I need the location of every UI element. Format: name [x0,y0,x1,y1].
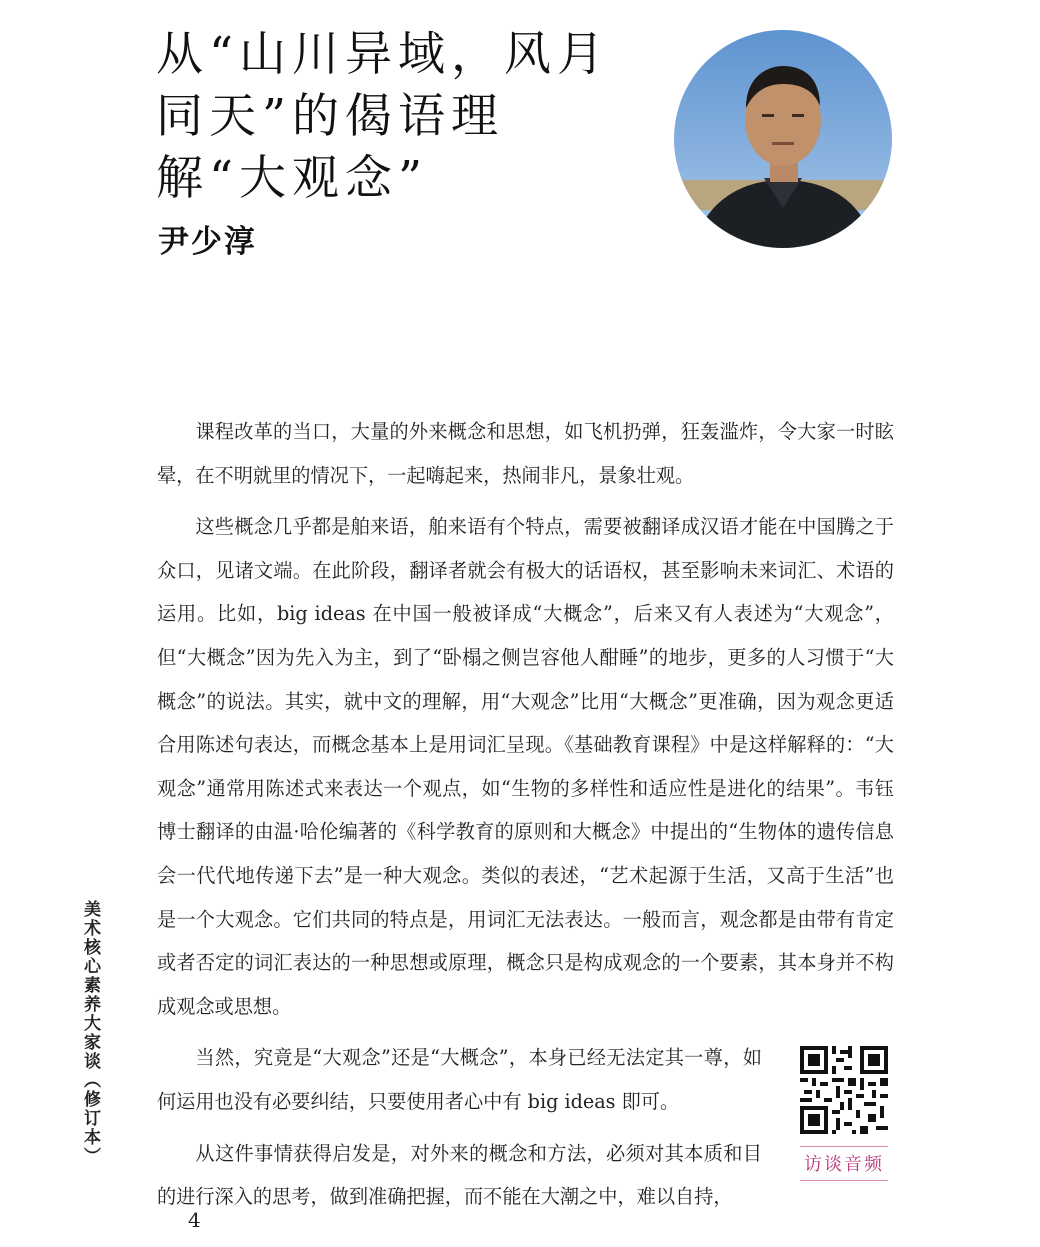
paragraph: 当然，究竟是“大观念”还是“大概念”，本身已经无法定其一尊，如何运用也没有必要纠结，只要使用者心中有 big ideas 即可。 [157,1046,762,1113]
book-title-sidebar: 美术核心素养大家谈（修订本） [80,900,100,1166]
qr-code-icon[interactable] [800,1046,888,1138]
author-name: 尹少淳 [158,224,257,260]
author-photo [674,30,892,248]
article-body [157,410,894,1219]
audio-interview-label[interactable]: 访谈音频 [800,1146,888,1181]
paragraph: 这些概念几乎都是舶来语，舶来语有个特点，需要被翻译成汉语才能在中国腾之于众口，见诸文端。在此阶段，翻译者就会有极大的话语权，甚至影响未来词汇、术语的运用。比如，big ideas 在中国一般被译成“大概念”，后来又有人表述为“大观念”，但“大概念”因为先入为主，到了“卧榻之侧岂容他人酣睡”的地步，更多的人习惯于“大概念”的说法。其实，就中文的理解，用“大观念”比用“大概念”更准确，因为观念更适合用陈述句表达，而概念基本上是用词汇呈现。《基础教育课程》中是这样解释的：“大观念”通常用陈述式来表达一个观点，如“生物的多样性和适应性是进化的结果”。韦钰博士翻译的由温·哈伦编著的《科学教育的原则和大概念》中提出的“生物体的遗传信息会一代代地传递下去”是一种大观念。类似的表述，“艺术起源于生活，又高于生活”也是一个大观念。它们共同的特点是，用词汇无法表达。一般而言，观念都是由带有肯定或者否定的词汇表达的一种思想或原理，概念只是构成观念的一个要素，其本身并不构成观念或思想。 [157,515,894,1018]
article-title: 从“山川异域，风月同天”的偈语理解“大观念” [156,27,611,206]
paragraph: 课程改革的当口，大量的外来概念和思想，如飞机扔弹，狂轰滥炸，令大家一时眩晕，在不明就里的情况下，一起嗨起来，热闹非凡，景象壮观。 [157,420,894,487]
page-number: 4 [188,1208,201,1232]
paragraph: 从这件事情获得启发是，对外来的概念和方法，必须对其本质和目的进行深入的思考，做到准确把握，而不能在大潮之中，难以自持， [157,1141,762,1209]
